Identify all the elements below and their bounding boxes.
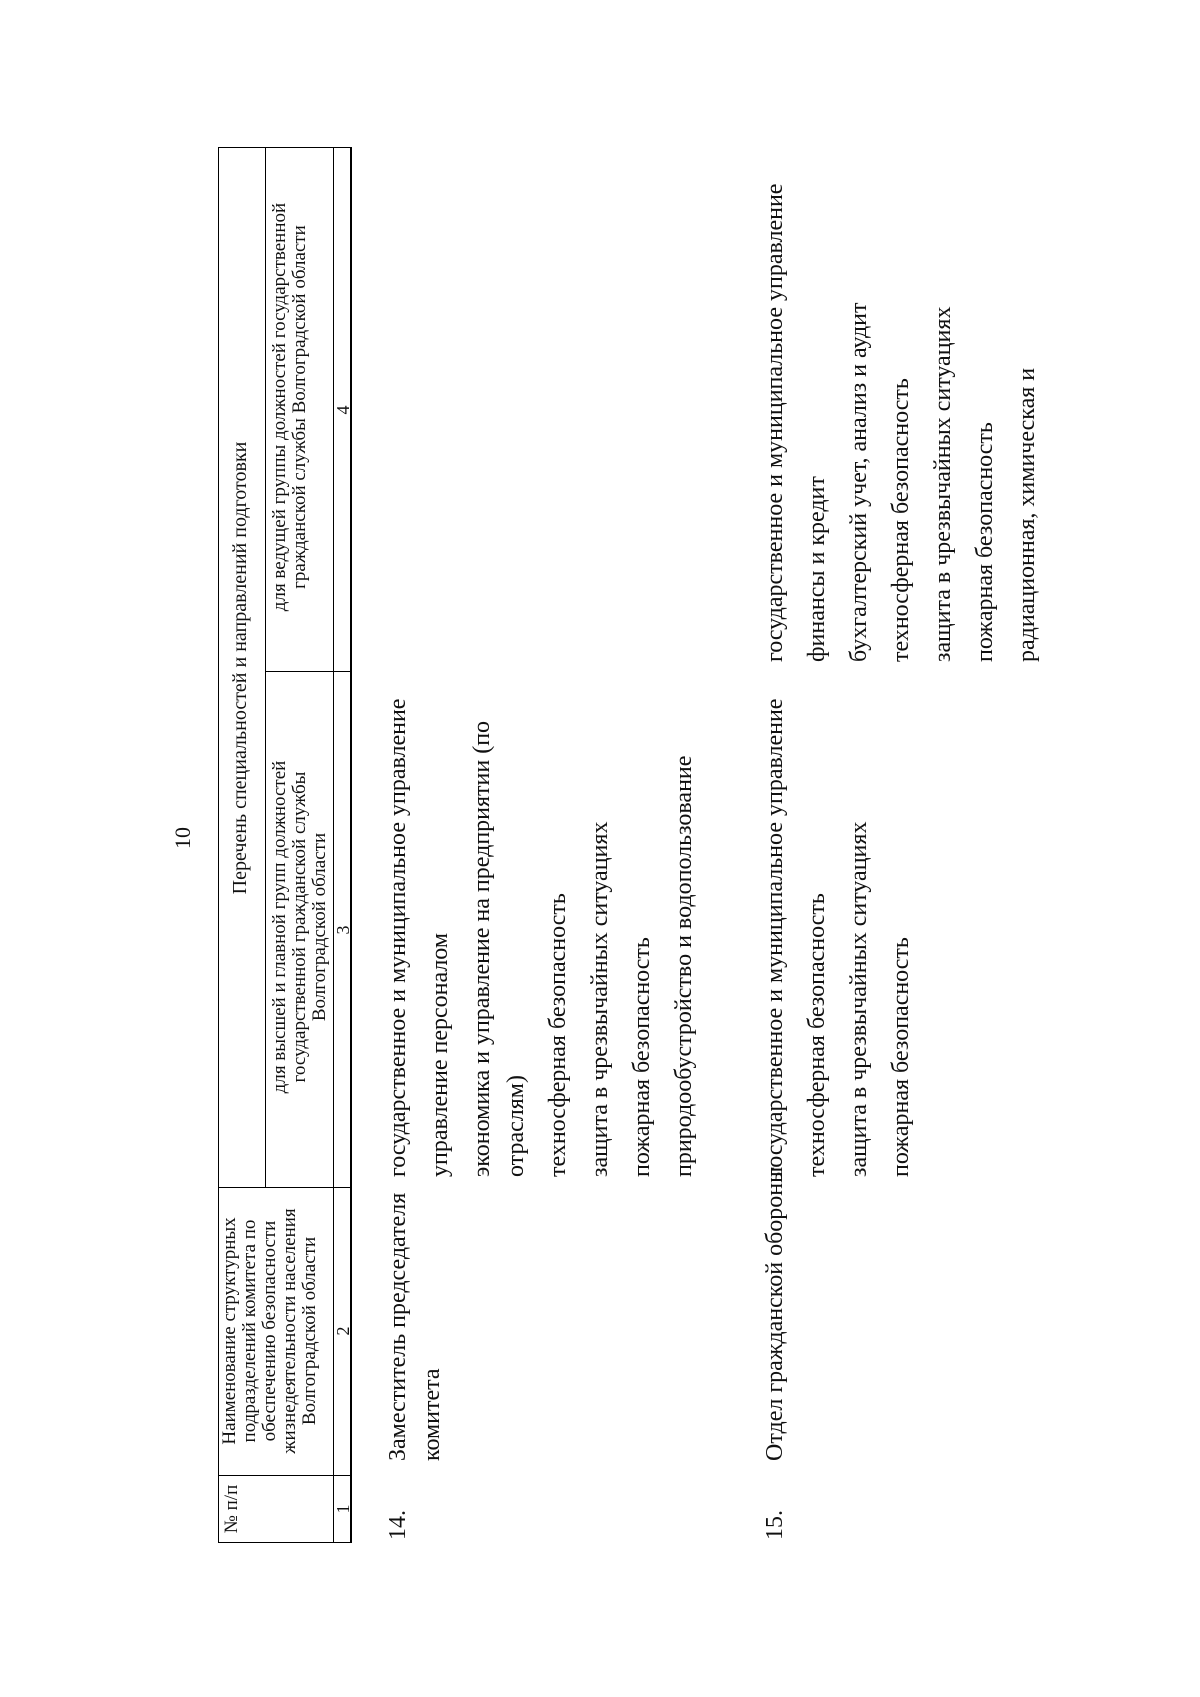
- header-col-higher: для высшей и главной групп должностей государственной гражданской службы Волгоградской области: [269, 760, 330, 1094]
- column-number-2: 2: [333, 1326, 353, 1336]
- row-14-higher-item: пожарная безопасность: [629, 937, 655, 1177]
- col-border-2: [218, 1187, 352, 1188]
- row-15-number: 15.: [762, 1510, 788, 1540]
- row-14-higher-item: государственное и муниципальное управление: [385, 698, 411, 1177]
- row-14-name: Заместитель председателя комитета: [385, 1192, 445, 1461]
- row-15-leading-item: бухгалтерский учет, анализ и аудит: [846, 302, 872, 662]
- row-14-higher-list: [381, 677, 709, 1177]
- header-col-leading: для ведущей группы должностей государственной гражданской службы Волгоградской области: [269, 202, 310, 612]
- col-border-1: [218, 1475, 352, 1476]
- row-15-leading-item: финансы и кредит: [804, 476, 830, 662]
- row-14-higher-item: экономика и управление на предприятии (по отраслям): [469, 720, 529, 1177]
- col-border-right: [218, 147, 352, 148]
- row-15-higher-list: [758, 677, 926, 1177]
- header-col-num: № п/п: [221, 1484, 242, 1534]
- row-15-higher-item: защита в чрезвычайных ситуациях: [846, 821, 872, 1177]
- row-15-leading-item: государственное и муниципальное управление: [762, 183, 788, 662]
- column-number-3: 3: [333, 925, 353, 935]
- row-14-higher-item: защита в чрезвычайных ситуациях: [587, 821, 613, 1177]
- column-number-4: 4: [333, 405, 353, 415]
- col-border-left: [218, 1542, 352, 1543]
- row-15-leading-item: техносферная безопасность: [888, 378, 914, 662]
- row-15-leading-item: защита в чрезвычайных ситуациях: [930, 306, 956, 662]
- row-15-higher-item: техносферная безопасность: [804, 893, 830, 1177]
- header-col-group: Перечень специальностей и направлений подготовки: [229, 441, 251, 895]
- row-14-number: 14.: [385, 1510, 411, 1540]
- row-15-higher-item: государственное и муниципальное управление: [762, 698, 788, 1177]
- row-14-higher-item: управление персоналом: [427, 932, 453, 1177]
- row-15-leading-list: [758, 152, 1052, 662]
- row-14-higher-item: природообустройство и водопользование: [671, 755, 697, 1177]
- row-15-name: Отдел гражданской обороны: [762, 1166, 788, 1461]
- row-14-higher-item: техносферная безопасность: [545, 893, 571, 1177]
- header-col-name: Наименование структурных подразделений комитета по обеспечению безопасности жизнедеятельности населения Волгоградской области: [219, 1208, 320, 1454]
- col-border-3: [265, 671, 352, 672]
- page-number: 10: [170, 827, 195, 849]
- row-15-leading-item: радиационная, химическая и: [1014, 367, 1040, 662]
- group-divider: [265, 148, 266, 1188]
- column-number-1: 1: [333, 1504, 353, 1514]
- row-15-leading-item: пожарная безопасность: [972, 422, 998, 662]
- row-15-higher-item: пожарная безопасность: [888, 937, 914, 1177]
